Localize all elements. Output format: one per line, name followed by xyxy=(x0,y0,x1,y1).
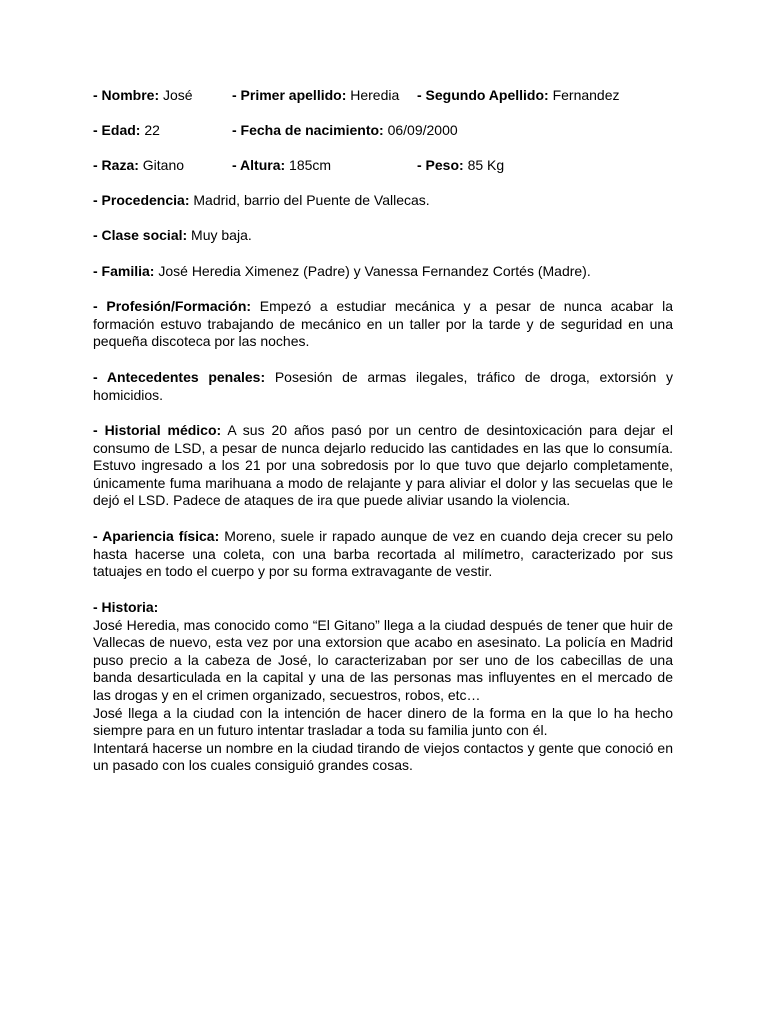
field-label: - Peso: xyxy=(417,157,464,173)
field-value: Heredia xyxy=(346,87,400,103)
field-value: 185cm xyxy=(285,157,332,173)
field-value: Gitano xyxy=(138,157,185,173)
section-label: - Profesión/Formación: xyxy=(93,298,252,314)
field-label: - Altura: xyxy=(232,157,286,173)
section-text: A sus 20 años pasó por un centro de desintoxicación para dejar el consumo de LSD, a pesar de nunca dejarlo reducido las cantidades en las que lo consumía. Estuvo ingresado a los 21 por una sobredosis por lo que tuvo que dejarlo completamente, únicamente fuma marihuana a modo de relajante y para aliviar el dolor y las secuelas que le dejó el LSD. Padece de ataques de ira que puede aliviar usando la violencia. xyxy=(93,422,673,509)
section-paragraph xyxy=(93,298,673,351)
section-antecedentes xyxy=(93,369,673,404)
field-familia xyxy=(93,263,683,281)
physical-row xyxy=(93,157,693,175)
field-value: Madrid, barrio del Puente de Vallecas. xyxy=(189,192,430,208)
field-clase-social xyxy=(93,227,683,245)
section-historial-medico xyxy=(93,422,673,510)
section-text: Empezó a estudiar mecánica y a pesar de nunca acabar la formación estuvo trabajando de mecánico en un taller por la tarde y de seguridad en una pequeña discoteca por las noches. xyxy=(93,298,673,350)
field-label: - Familia: xyxy=(93,263,155,279)
section-label: - Historia: xyxy=(93,599,159,615)
field-label: - Fecha de nacimiento: xyxy=(232,122,384,138)
section-paragraph xyxy=(93,369,673,404)
field-label: - Nombre: xyxy=(93,87,160,103)
section-label: - Historial médico: xyxy=(93,422,222,438)
section-historia xyxy=(93,599,673,775)
historia-paragraph: José llega a la ciudad con la intención de hacer dinero de la forma en la que lo ha hecho siempre para en un futuro intentar trasladar a toda su familia junto con él. xyxy=(93,704,673,739)
field-value: 22 xyxy=(140,122,160,138)
field-value: Muy baja. xyxy=(187,227,252,243)
field-label: - Procedencia: xyxy=(93,192,190,208)
section-label: - Antecedentes penales: xyxy=(93,369,266,385)
name-row xyxy=(93,87,693,105)
section-text: Moreno, suele ir rapado aunque de vez en cuando deja crecer su pelo hasta hacerse una coleta, con una barba recortada al milímetro, caracterizado por sus tatuajes en todo el cuerpo y por su forma extravagante de vestir. xyxy=(93,528,673,580)
field-peso xyxy=(417,157,504,175)
field-nombre xyxy=(93,87,193,105)
historia-paragraph: José Heredia, mas conocido como “El Gitano” llega a la ciudad después de tener que huir de Vallecas de nuevo, esta vez por una extorsion que acabo en asesinato. La policía en Madrid puso precio a la cabeza de José, lo caracterizaban por ser uno de los cabecillas de una banda desarticulada en la capital y una de las personas mas influyentes en el mercado de las drogas y en el crimen organizado, secuestros, robos, etc… xyxy=(93,616,673,703)
field-label: - Edad: xyxy=(93,122,141,138)
field-raza xyxy=(93,157,184,175)
section-label: - Apariencia física: xyxy=(93,528,220,544)
field-label: - Primer apellido: xyxy=(232,87,347,103)
field-value: 85 Kg xyxy=(463,157,505,173)
section-text: Posesión de armas ilegales, tráfico de droga, extorsión y homicidios. xyxy=(93,369,673,403)
field-primer-apellido xyxy=(232,87,399,105)
field-label: - Raza: xyxy=(93,157,139,173)
section-paragraph xyxy=(93,422,673,510)
field-value: José Heredia Ximenez (Padre) y Vanessa Fernandez Cortés (Madre). xyxy=(154,263,591,279)
field-fecha-nacimiento xyxy=(232,122,458,140)
historia-paragraph: Intentará hacerse un nombre en la ciudad tirando de viejos contactos y gente que conoció en un pasado con los cuales consiguió grandes cosas. xyxy=(93,739,673,774)
field-value: Fernandez xyxy=(548,87,620,103)
field-label: - Segundo Apellido: xyxy=(417,87,549,103)
age-row xyxy=(93,122,693,140)
section-apariencia xyxy=(93,528,673,581)
section-profesion xyxy=(93,298,673,351)
section-paragraph xyxy=(93,528,673,581)
section-heading xyxy=(93,599,673,617)
field-value: 06/09/2000 xyxy=(383,122,458,138)
field-value: José xyxy=(159,87,193,103)
field-altura xyxy=(232,157,331,175)
field-procedencia xyxy=(93,192,683,210)
field-edad xyxy=(93,122,160,140)
field-segundo-apellido xyxy=(417,87,620,105)
field-label: - Clase social: xyxy=(93,227,188,243)
